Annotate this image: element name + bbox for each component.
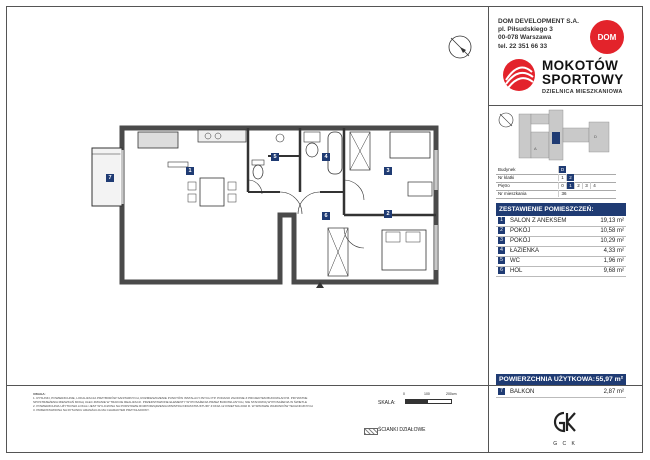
developer-city: 00-078 Warszawa [498, 34, 552, 42]
note-line: 1. RYSUNKI, POWIERZCHNIE, LOKALIZACJA PRZYBORÓW SANITARNYCH, ROZMIESZCZENIE PUNKTÓW INSTALACYJNYCH ITP. PODANO ZGODNIE Z PROJEKTEM BUDOWLANYM. PRYWATNE [33, 396, 308, 400]
total-area-bar [496, 374, 626, 385]
developer-name: DOM DEVELOPMENT S.A. [498, 18, 579, 25]
info-cell: 0 [558, 182, 566, 189]
plan-label-room2: 2 [384, 210, 392, 218]
info-cell: 1 [566, 182, 574, 189]
room-number: 6 [498, 267, 505, 274]
room-area: 9,68 m² [603, 267, 624, 274]
room-name: WC [510, 257, 520, 264]
brand-logo [502, 56, 626, 100]
scale-tick: 100 [424, 392, 430, 396]
gck-logo [550, 410, 580, 448]
plan-label-room3: 3 [384, 167, 392, 175]
scale-tick: 0 [403, 392, 405, 396]
info-label: Budynek [498, 167, 516, 172]
balcony-row [496, 387, 626, 398]
room-number: 5 [498, 257, 505, 264]
info-cell: 1 [558, 174, 566, 181]
note-line: SPOSTRZEŻENIA MIESZKAŃ MOGĄ ULEC ZMIANIE W TRAKCIE REALIZACJI. PRZEDSTAWIONE ELEMENTY WYPOSAŻENIA PRZEZ BUDOWLANYCH, NIE STANOWIĄ WYPOSAŻENIA W ŚWIETLE [33, 400, 308, 404]
partition-legend: ŚCIANKI DZIAŁOWE [378, 427, 426, 433]
divider-line [488, 105, 643, 106]
room-number: 7 [498, 388, 505, 395]
room-area: 4,33 m² [603, 247, 624, 254]
floor-plan [80, 120, 450, 295]
room-number: 2 [498, 227, 505, 234]
total-label: POWIERZCHNIA UŻYTKOWA: [499, 376, 596, 383]
divider-line [6, 385, 488, 386]
room-row [496, 266, 626, 277]
room-number: 3 [498, 237, 505, 244]
room-name: HOL [510, 267, 523, 274]
divider-line [488, 385, 643, 386]
room-name: POKÓJ [510, 237, 531, 244]
plan-label-hall: 6 [322, 212, 330, 220]
plan-label-balcony: 7 [106, 174, 114, 182]
room-number: 1 [498, 217, 505, 224]
info-cell: 2 [574, 182, 582, 189]
partition-hatch-swatch [364, 428, 378, 435]
room-area: 10,29 m² [600, 237, 624, 244]
key-plan [494, 108, 624, 166]
info-cell: D [558, 166, 566, 173]
scale-label: SKALA: [378, 400, 396, 406]
gck-mark-icon [552, 410, 578, 434]
brand-line3: DZIELNICA MIESZKANIOWA [542, 89, 623, 95]
room-area: 19,13 m² [600, 217, 624, 224]
brand-line1: MOKOTÓW [542, 58, 619, 73]
info-cell: 4 [590, 182, 598, 189]
scale-tick: 200cm [446, 392, 457, 396]
info-label: Nr mieszkania [498, 191, 527, 196]
svg-text:D: D [594, 134, 597, 139]
plan-label-wc: 5 [271, 153, 279, 161]
developer-info [498, 18, 579, 51]
total-area: 55,97 m² [595, 376, 623, 383]
plan-label-bathroom: 4 [322, 153, 330, 161]
room-number: 4 [498, 247, 505, 254]
dom-logo: DOM [590, 20, 624, 54]
brand-line2: SPORTOWY [542, 72, 624, 87]
info-cell: 36 [558, 190, 569, 197]
info-label: Piętro [498, 183, 510, 188]
compass-icon [446, 33, 474, 61]
room-area: 1,96 m² [603, 257, 624, 264]
room-name: BALKON [510, 388, 535, 395]
plan-label-salon: 1 [186, 167, 194, 175]
sport-track-icon [502, 58, 536, 92]
svg-text:A: A [534, 146, 537, 151]
room-name: POKÓJ [510, 227, 531, 234]
gck-text: G C K [553, 441, 577, 447]
info-label: Nr klatki [498, 175, 515, 180]
developer-street: pl. Piłsudskiego 3 [498, 26, 553, 34]
developer-phone: tel. 22 351 66 33 [498, 42, 548, 50]
room-area: 10,58 m² [600, 227, 624, 234]
room-name: SALON Z ANEKSEM [510, 217, 567, 224]
info-cell: 3 [582, 182, 590, 189]
summary-heading: ZESTAWIENIE POMIESZCZEŃ: [496, 203, 626, 216]
room-name: ŁAZIENKA [510, 247, 540, 254]
scale-bar [405, 399, 452, 404]
info-cell: 2 [566, 174, 574, 181]
note-line: 2. POWIERZCHNIA UŻYTKOWA LOKALI JEST WYLICZONA NA PODSTAWIE ROZPORZĄDZENIA MINISTRA INFRASTRUKTURY Z DNIA 12 KWIETNIA 2002 R. W SPRAWIE WARUNKÓW TECHNICZNYCH [33, 404, 313, 408]
info-row-apartment [496, 190, 616, 199]
room-area: 2,87 m² [603, 388, 624, 395]
note-line: 3. PRZEDSTAWIONA NA RYSUNKU ARANŻACJA MA CHARAKTER PRZYKŁADOWY. [33, 408, 150, 412]
notes-title: UWAGA: [33, 392, 46, 396]
notes-block [33, 392, 333, 412]
